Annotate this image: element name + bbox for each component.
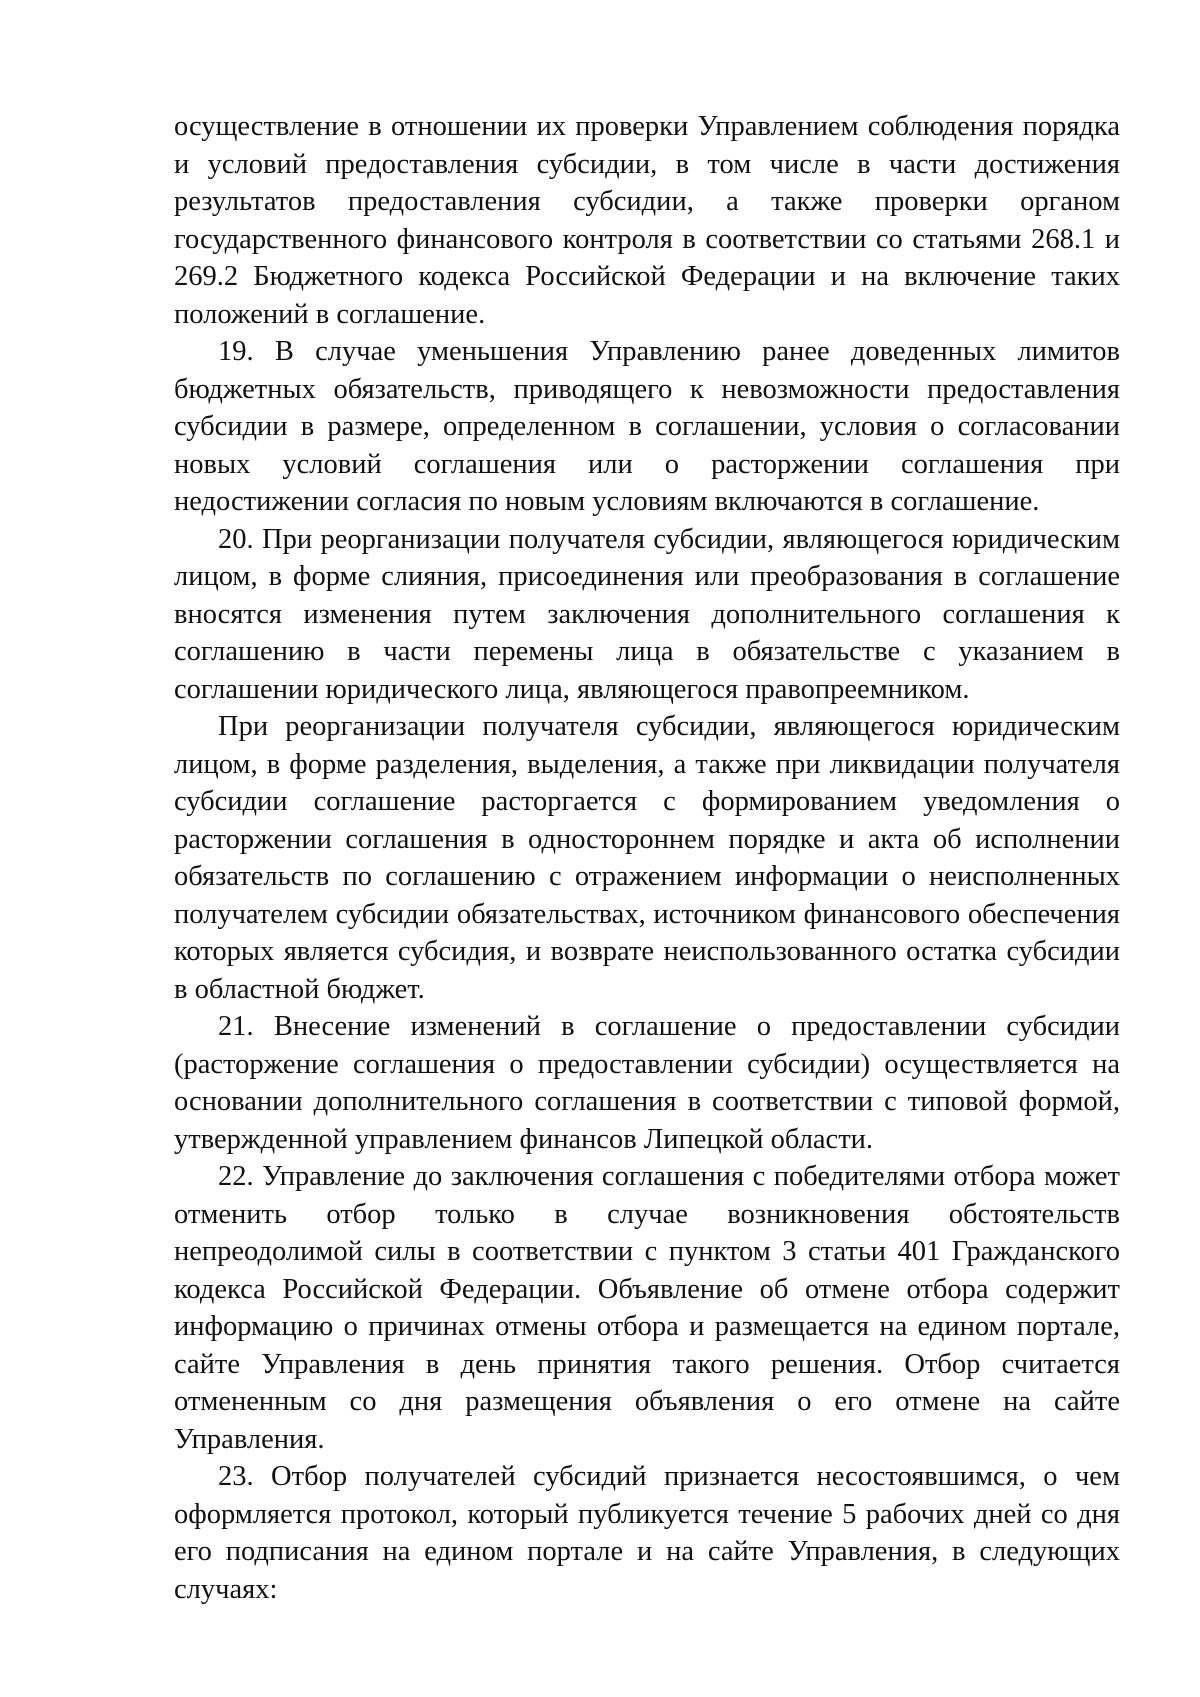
- paragraph-21: 21. Внесение изменений в соглашение о предоставлении субсидии (расторжение соглашения о предоставлении субсидии) осуществляется на основании дополнительного соглашения в соответствии с типовой формой, утвержденной управлением финансов Липецкой области.: [174, 1011, 1120, 1155]
- paragraph-23: 23. Отбор получателей субсидий признается несостоявшимся, о чем оформляется протокол, который публикуется течение 5 рабочих дней со дня его подписания на едином портале и на сайте Управления, в следующих случаях:: [174, 1461, 1120, 1605]
- paragraph-20-reorganization: При реорганизации получателя субсидии, являющегося юридическим лицом, в форме разделения, выделения, а также при ликвидации получателя субсидии соглашение расторгается с формированием уведомления о расторжении соглашения в одностороннем порядке и акта об исполнении обязательств по соглашению с отражением информации о неисполненных получателем субсидии обязательствах, источником финансового обеспечения которых является субсидия, и возврате неиспользованного остатка субсидии в областной бюджет.: [174, 711, 1120, 1005]
- paragraph-19: 19. В случае уменьшения Управлению ранее доведенных лимитов бюджетных обязательств, приводящего к невозможности предоставления субсидии в размере, определенном в соглашении, условия о согласовании новых условий соглашения или о расторжении соглашения при недостижении согласия по новым условиям включаются в соглашение.: [174, 336, 1120, 517]
- document-page: [174, 108, 1120, 1608]
- paragraph-continuation: осуществление в отношении их проверки Управлением соблюдения порядка и условий предоставления субсидии, в том числе в части достижения результатов предоставления субсидии, а также проверки органом государственного финансового контроля в соответствии со статьями 268.1 и 269.2 Бюджетного кодекса Российской Федерации и на включение таких положений в соглашение.: [174, 111, 1120, 330]
- paragraph-22: 22. Управление до заключения соглашения с победителями отбора может отменить отбор только в случае возникновения обстоятельств непреодолимой силы в соответствии с пунктом 3 статьи 401 Гражданского кодекса Российской Федерации. Объявление об отмене отбора содержит информацию о причинах отмены отбора и размещается на едином портале, сайте Управления в день принятия такого решения. Отбор считается отмененным со дня размещения объявления о его отмене на сайте Управления.: [174, 1161, 1120, 1455]
- paragraph-20: 20. При реорганизации получателя субсидии, являющегося юридическим лицом, в форме слияния, присоединения или преобразования в соглашение вносятся изменения путем заключения дополнительного соглашения к соглашению в части перемены лица в обязательстве с указанием в соглашении юридического лица, являющегося правопреемником.: [174, 523, 1120, 705]
